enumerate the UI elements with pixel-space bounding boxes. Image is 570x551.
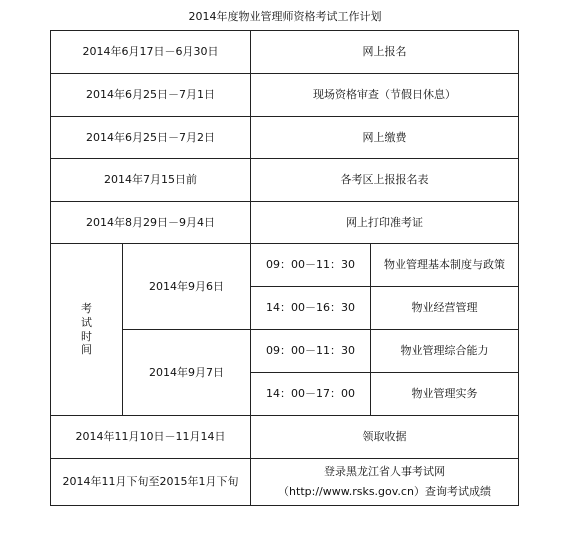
row-item: 各考区上报报名表 bbox=[251, 159, 519, 202]
row-item-line: （http://www.rsks.gov.cn）查询考试成绩 bbox=[278, 485, 491, 498]
exam-session-subject: 物业经营管理 bbox=[371, 287, 519, 330]
row-item: 网上打印准考证 bbox=[251, 202, 519, 244]
table-row bbox=[51, 416, 519, 459]
exam-session-time: 09：00－11：30 bbox=[251, 244, 371, 287]
exam-session-time: 14：00－16：30 bbox=[251, 287, 371, 330]
page-title: 2014年度物业管理师资格考试工作计划 bbox=[188, 10, 382, 23]
table-row bbox=[51, 74, 519, 117]
exam-session-subject: 物业管理实务 bbox=[371, 373, 519, 416]
table-row bbox=[51, 244, 519, 287]
row-date: 2014年11月下旬至2015年1月下旬 bbox=[51, 459, 251, 506]
table-row bbox=[51, 117, 519, 159]
exam-label-char: 考 bbox=[81, 302, 92, 315]
exam-label-char: 时 bbox=[81, 329, 92, 343]
row-date: 2014年6月25日－7月1日 bbox=[51, 74, 251, 117]
row-item-line: 登录黑龙江省人事考试网 bbox=[324, 465, 445, 479]
table-row bbox=[51, 31, 519, 74]
exam-session-subject: 物业管理综合能力 bbox=[371, 330, 519, 373]
exam-day-date: 2014年9月6日 bbox=[123, 244, 251, 330]
exam-time-label bbox=[51, 244, 123, 416]
exam-label-char: 间 bbox=[81, 343, 92, 357]
schedule-table bbox=[50, 30, 519, 506]
table-row bbox=[51, 459, 519, 506]
row-item: 网上报名 bbox=[251, 31, 519, 74]
row-item bbox=[251, 459, 519, 506]
exam-day-date: 2014年9月7日 bbox=[123, 330, 251, 416]
exam-session-time: 09：00－11：30 bbox=[251, 330, 371, 373]
row-date: 2014年6月17日－6月30日 bbox=[51, 31, 251, 74]
row-date: 2014年6月25日－7月2日 bbox=[51, 117, 251, 159]
row-date: 2014年8月29日－9月4日 bbox=[51, 202, 251, 244]
exam-session-time: 14：00－17：00 bbox=[251, 373, 371, 416]
table-row bbox=[51, 159, 519, 202]
row-item: 现场资格审查（节假日休息） bbox=[251, 74, 519, 117]
row-item: 网上缴费 bbox=[251, 117, 519, 159]
exam-label-char: 试 bbox=[81, 315, 92, 329]
table-row bbox=[51, 202, 519, 244]
row-date: 2014年7月15日前 bbox=[51, 159, 251, 202]
row-date: 2014年11月10日－11月14日 bbox=[51, 416, 251, 459]
exam-session-subject: 物业管理基本制度与政策 bbox=[371, 244, 519, 287]
row-item: 领取收据 bbox=[251, 416, 519, 459]
